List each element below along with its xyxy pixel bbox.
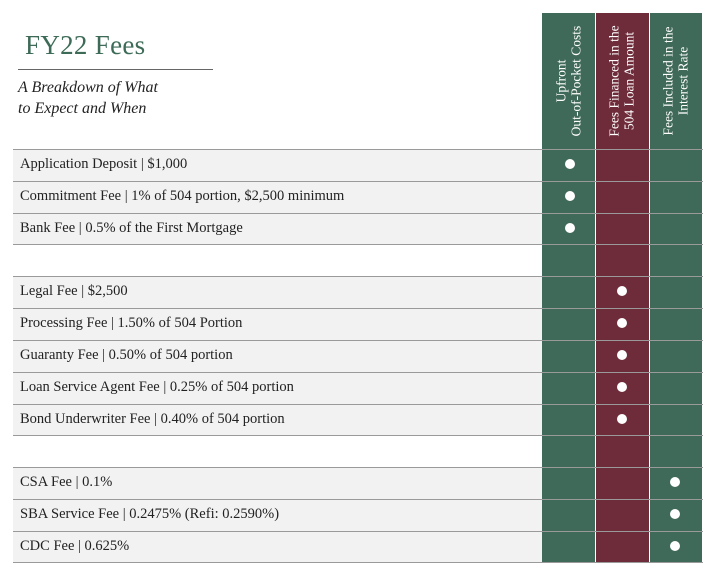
dot-marker-interest bbox=[670, 541, 680, 551]
row-rule bbox=[13, 244, 703, 245]
fee-label: Application Deposit | $1,000 bbox=[20, 156, 188, 172]
dot-marker-financed bbox=[617, 414, 627, 424]
fee-label: SBA Service Fee | 0.2475% (Refi: 0.2590%) bbox=[20, 506, 280, 522]
row-rule bbox=[13, 467, 703, 468]
dot-marker-interest bbox=[670, 477, 680, 487]
dot-marker-upfront bbox=[565, 159, 575, 169]
dot-marker-interest bbox=[670, 509, 680, 519]
row-rule bbox=[13, 562, 703, 563]
fee-label: CDC Fee | 0.625% bbox=[20, 538, 130, 554]
page-subtitle: A Breakdown of What to Expect and When bbox=[18, 79, 158, 117]
row-rule bbox=[13, 276, 703, 277]
row-rule bbox=[13, 308, 703, 309]
column-header-upfront: Upfront Out-of-Pocket Costs bbox=[553, 25, 584, 137]
fee-row bbox=[13, 372, 703, 404]
fee-label: Bank Fee | 0.5% of the First Mortgage bbox=[20, 220, 243, 236]
fee-row bbox=[13, 499, 703, 531]
fee-row bbox=[13, 181, 703, 213]
fee-row bbox=[13, 308, 703, 340]
dot-marker-upfront bbox=[565, 223, 575, 233]
column-header-interest: Fees Included in the Interest Rate bbox=[660, 26, 691, 136]
row-rule bbox=[13, 181, 703, 182]
dot-marker-financed bbox=[617, 286, 627, 296]
row-rule bbox=[13, 372, 703, 373]
fee-row bbox=[13, 340, 703, 372]
row-rule bbox=[13, 499, 703, 500]
row-rule bbox=[13, 340, 703, 341]
dot-marker-upfront bbox=[565, 191, 575, 201]
row-rule bbox=[13, 213, 703, 214]
fee-row bbox=[13, 467, 703, 499]
row-rule bbox=[13, 404, 703, 405]
title-divider bbox=[18, 69, 213, 70]
dot-marker-financed bbox=[617, 350, 627, 360]
fee-label: CSA Fee | 0.1% bbox=[20, 474, 113, 490]
fee-label: Commitment Fee | 1% of 504 portion, $2,500 minimum bbox=[20, 188, 345, 204]
column-header-financed: Fees Financed in the 504 Loan Amount bbox=[607, 25, 638, 137]
fee-row bbox=[13, 149, 703, 181]
dot-marker-financed bbox=[617, 382, 627, 392]
fee-label: Guaranty Fee | 0.50% of 504 portion bbox=[20, 347, 233, 363]
page-title: FY22 Fees bbox=[25, 30, 146, 60]
row-rule bbox=[13, 149, 703, 150]
row-rule bbox=[13, 435, 703, 436]
dot-marker-financed bbox=[617, 318, 627, 328]
fee-row bbox=[13, 531, 703, 563]
fee-label: Bond Underwriter Fee | 0.40% of 504 portion bbox=[20, 411, 285, 427]
fee-label: Loan Service Agent Fee | 0.25% of 504 portion bbox=[20, 379, 294, 395]
fee-row bbox=[13, 213, 703, 245]
fee-row bbox=[13, 276, 703, 308]
fee-label: Processing Fee | 1.50% of 504 Portion bbox=[20, 315, 243, 331]
fee-label: Legal Fee | $2,500 bbox=[20, 283, 128, 299]
row-rule bbox=[13, 531, 703, 532]
fee-row bbox=[13, 404, 703, 436]
